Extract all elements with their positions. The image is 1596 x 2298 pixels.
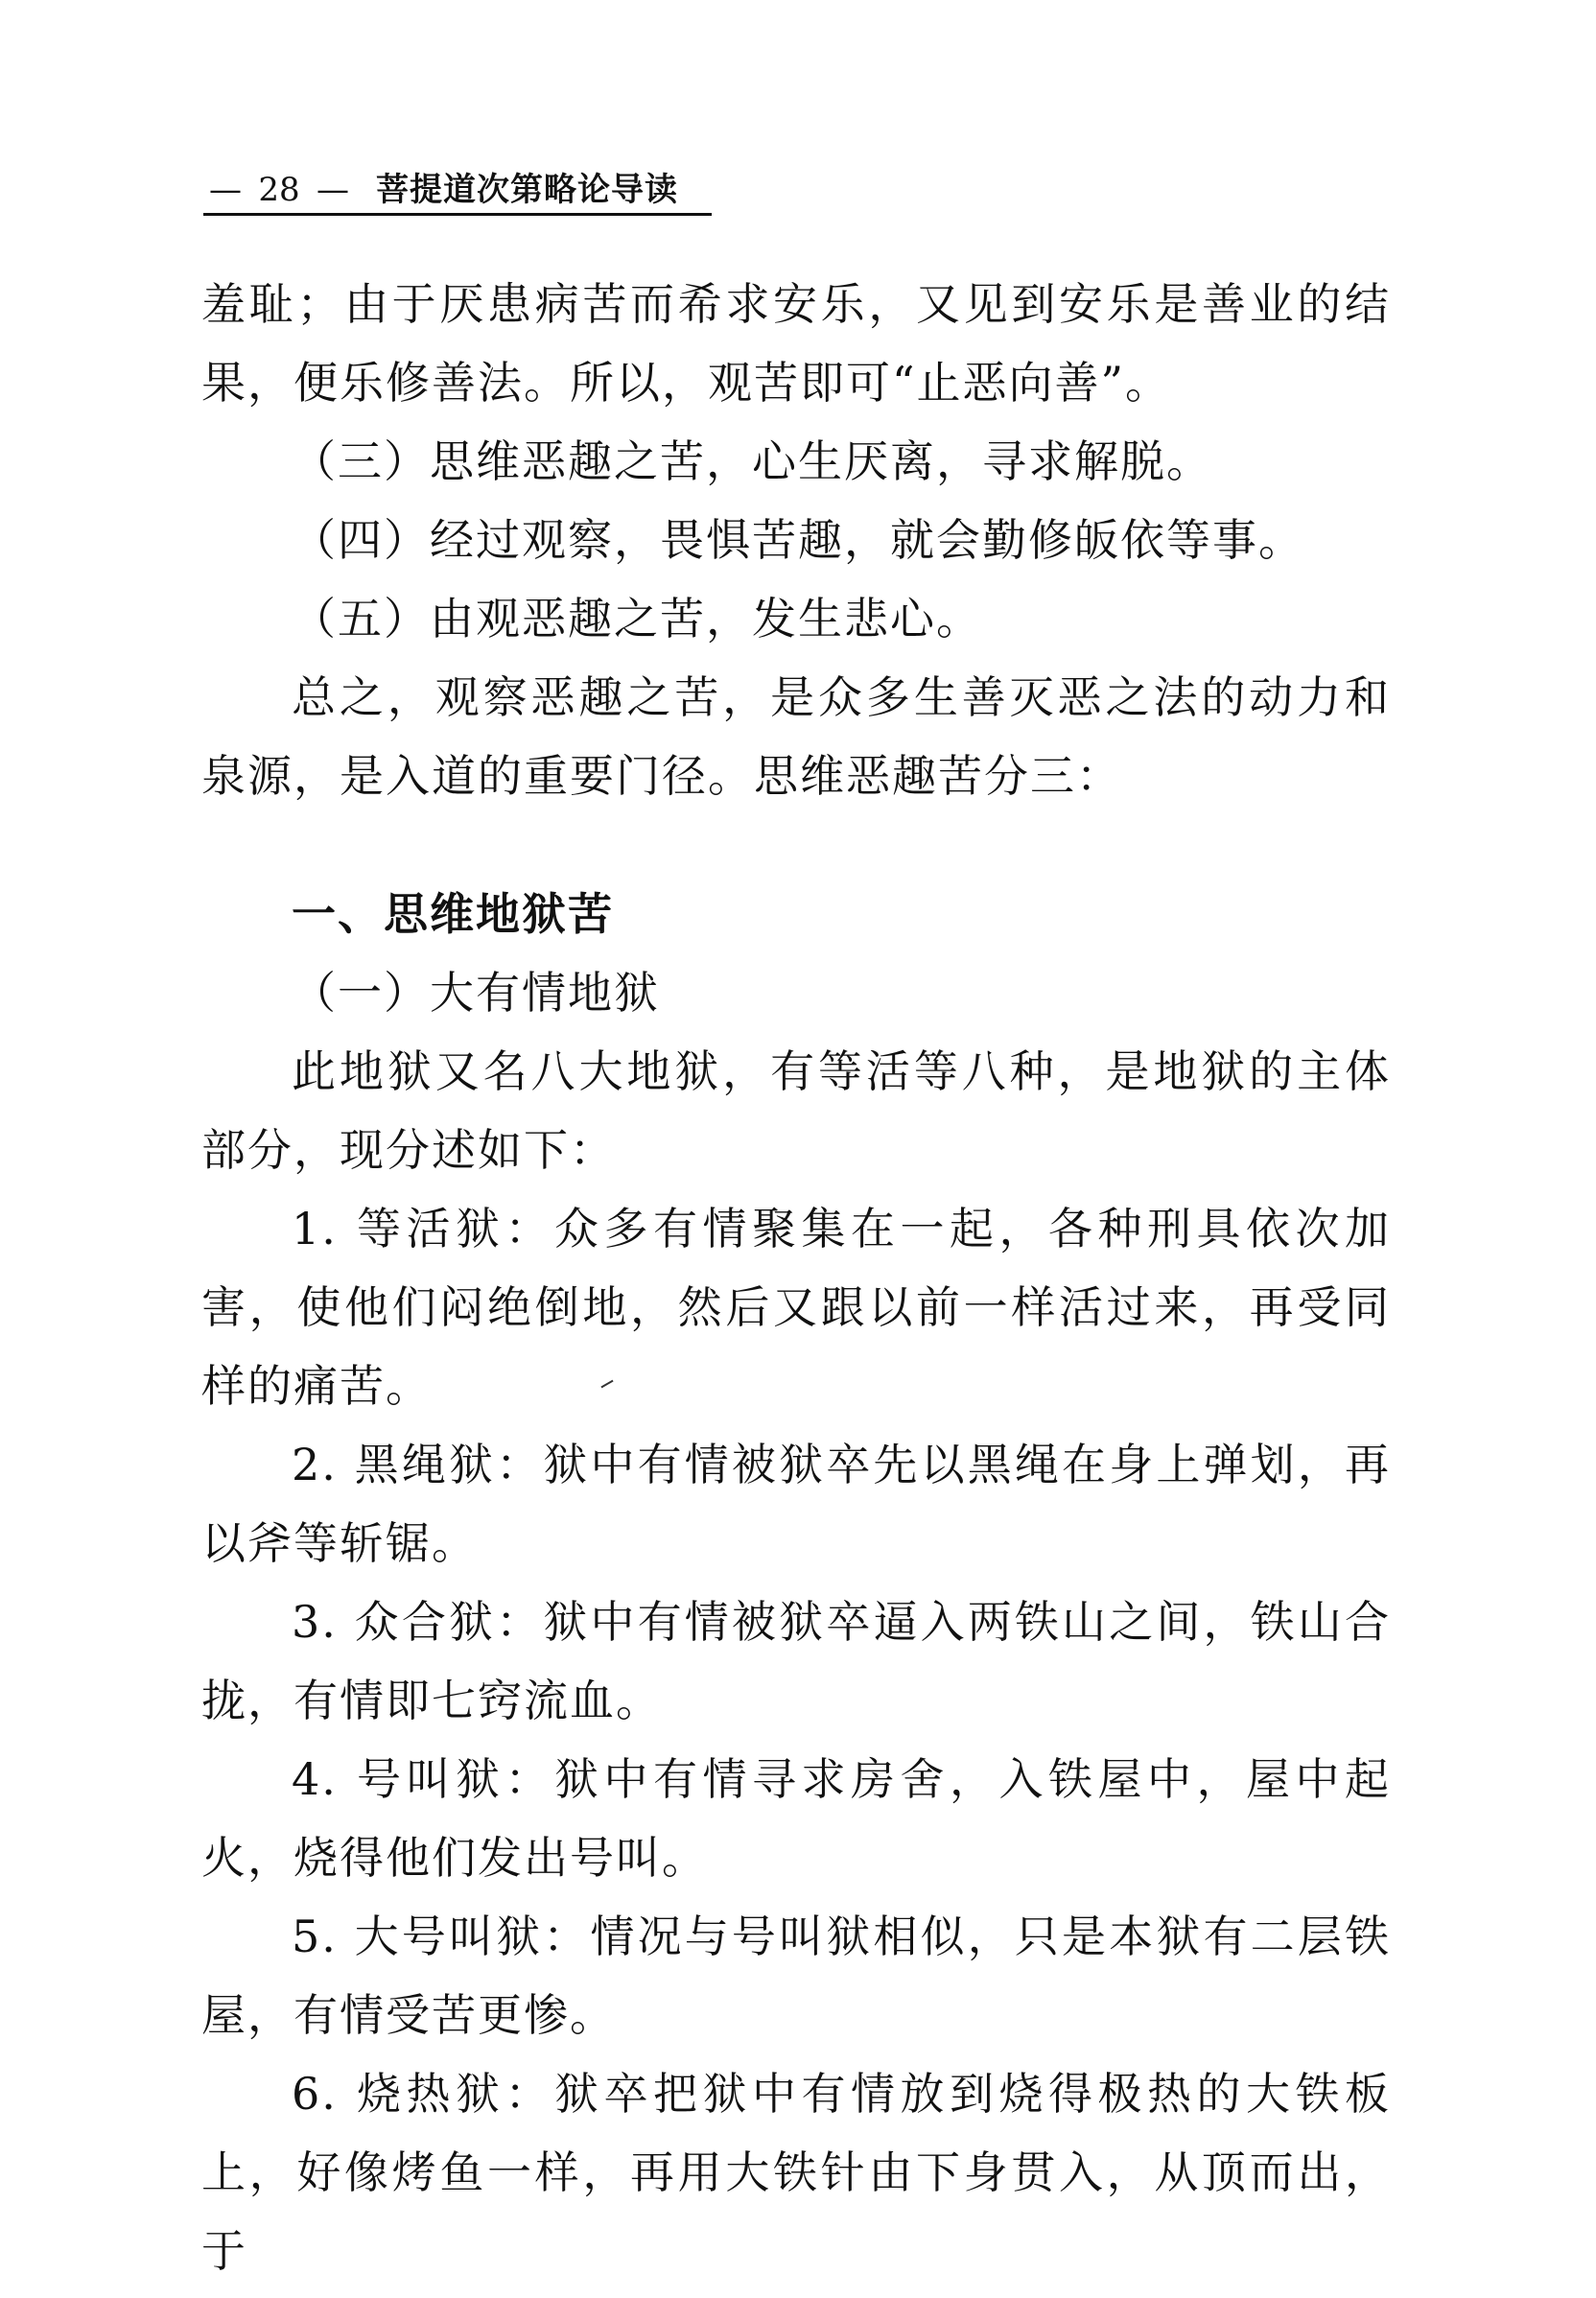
header-dash-left: — bbox=[209, 171, 242, 209]
summary-paragraph: 总之，观察恶趣之苦，是众多生善灭恶之法的动力和泉源，是入道的重要门径。思维恶趣苦分三： bbox=[201, 671, 1391, 802]
page-number: 28 bbox=[258, 171, 300, 209]
hell-item-3: 3. 众合狱：狱中有情被狱卒逼入两铁山之间，铁山合拢，有情即七窍流血。 bbox=[201, 1596, 1391, 1726]
list-point-four: （四）经过观察，畏惧苦趣，就会勤修皈依等事。 bbox=[292, 514, 1304, 566]
hell-item-5: 5. 大号叫狱：情况与号叫狱相似，只是本狱有二层铁屋，有情受苦更惨。 bbox=[201, 1911, 1391, 2041]
running-header bbox=[203, 171, 712, 216]
header-dash-right: — bbox=[317, 171, 349, 209]
hell-item-2: 2. 黑绳狱：狱中有情被狱卒先以黑绳在身上弹划，再以斧等斩锯。 bbox=[201, 1439, 1391, 1569]
list-point-five: （五）由观恶趣之苦，发生悲心。 bbox=[292, 593, 982, 645]
section-heading: 一、思维地狱苦 bbox=[292, 888, 614, 940]
paragraph-continued: 羞耻；由于厌患病苦而希求安乐，又见到安乐是善业的结果，便乐修善法。所以，观苦即可“止恶向善”。 bbox=[201, 278, 1391, 409]
page-body bbox=[201, 265, 1391, 2290]
hell-item-4: 4. 号叫狱：狱中有情寻求房舍，入铁屋中，屋中起火，烧得他们发出号叫。 bbox=[201, 1753, 1391, 1884]
book-title: 菩提道次第略论导读 bbox=[376, 171, 678, 209]
intro-paragraph: 此地狱又名八大地狱，有等活等八种，是地狱的主体部分，现分述如下： bbox=[201, 1045, 1391, 1176]
hell-item-1: 1. 等活狱：众多有情聚集在一起，各种刑具依次加害，使他们闷绝倒地，然后又跟以前一样活过来，再受同样的痛苦。 bbox=[201, 1203, 1391, 1412]
subsection-heading: （一）大有情地狱 bbox=[292, 967, 660, 1019]
list-point-three: （三）思维恶趣之苦，心生厌离，寻求解脱。 bbox=[292, 435, 1212, 487]
section-spacer bbox=[201, 815, 1391, 875]
hell-item-6: 6. 烧热狱：狱卒把狱中有情放到烧得极热的大铁板上，好像烤鱼一样，再用大铁针由下身贯入，从顶而出，于 bbox=[201, 2068, 1391, 2277]
